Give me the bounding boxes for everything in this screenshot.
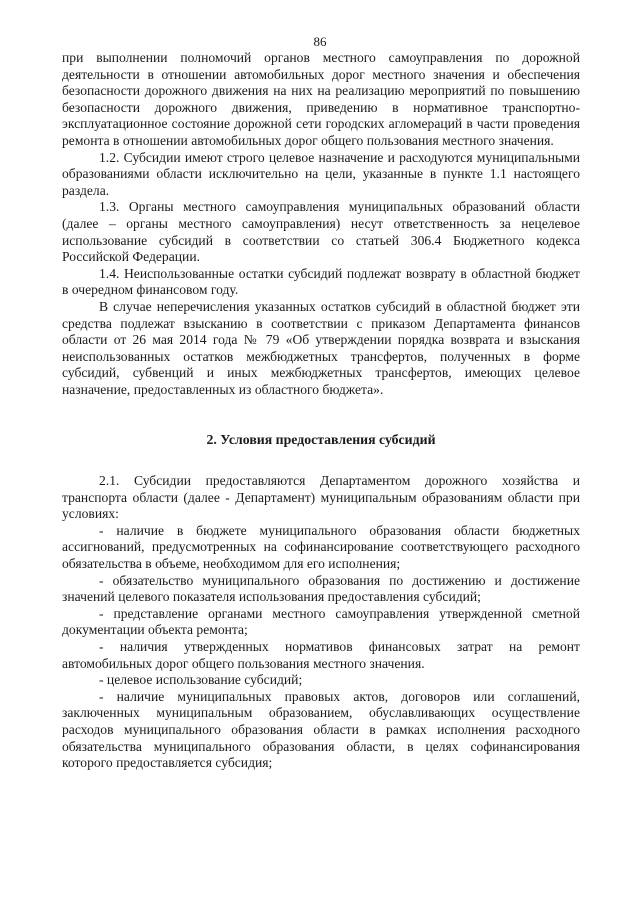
paragraph-return-rules: В случае неперечисления указанных остатков субсидий в областной бюджет эти средства подлежат взысканию в соответствии с приказом Департамента финансов области от 26 мая 2014 года № 79 «Об утверждении порядка возврата и взыскания неиспользованных остатков межбюджетных трансфертов, полученных в форме субсидий, субвенций и иных межбюджетных трансфертов, имеющих целевое назначение, предоставленных из областного бюджета». <box>62 298 580 397</box>
page-number: 86 <box>313 34 327 49</box>
paragraph-1-2: 1.2. Субсидии имеют строго целевое назначение и расходуются муниципальными образованиями области исключительно на цели, указанные в пункте 1.1 настоящего раздела. <box>62 149 580 198</box>
condition-legal-acts: - наличие муниципальных правовых актов, договоров или соглашений, заключенных муниципальным образованием, обуславливающих осуществление расходов муниципального образования области в рамках исполнения расходного обязательства муниципального образования области, в целях софинансирования которого предоставляется субсидия; <box>62 688 580 771</box>
document-body <box>62 50 580 772</box>
condition-targeted-use: - целевое использование субсидий; <box>99 672 303 688</box>
paragraph-1-3: 1.3. Органы местного самоуправления муниципальных образований области (далее – органы местного самоуправления) несут ответственность за нецелевое использование субсидий в соответствии со статьей 306.4 Бюджетного кодекса Российской Федерации. <box>62 199 580 265</box>
section-heading: 2. Условия предоставления субсидий <box>206 432 436 448</box>
condition-target-indicator: - обязательство муниципального образования по достижению и достижение значений целевого показателя использования предоставления субсидий; <box>62 572 580 605</box>
paragraph-1-1-continuation: при выполнении полномочий органов местного самоуправления по дорожной деятельности в отношении автомобильных дорог местного значения и обеспечения безопасности дорожного движения на них на реализацию мероприятий по повышению безопасности дорожного движения, приведению в нормативное транспортно-эксплуатационное состояние дорожной сети городских агломераций в части проведения ремонта в отношении автомобильных дорог общего пользования местного значения. <box>62 50 580 148</box>
condition-cost-standards: - наличия утвержденных нормативов финансовых затрат на ремонт автомобильных дорог общего пользования местного значения. <box>62 639 580 671</box>
paragraph-1-4: 1.4. Неиспользованные остатки субсидий подлежат возврату в областной бюджет в очередном финансовом году. <box>62 265 580 298</box>
condition-estimate-documentation: - представление органами местного самоуправления утвержденной сметной документации объекта ремонта; <box>62 605 580 638</box>
paragraph-2-1: 2.1. Субсидии предоставляются Департаментом дорожного хозяйства и транспорта области (далее - Департамент) муниципальным образованиям области при условиях: <box>62 473 580 522</box>
condition-budget-allocations: - наличие в бюджете муниципального образования области бюджетных ассигнований, предусмотренных на софинансирование соответствующего расходного обязательства в объеме, необходимом для его исполнения; <box>62 522 580 572</box>
